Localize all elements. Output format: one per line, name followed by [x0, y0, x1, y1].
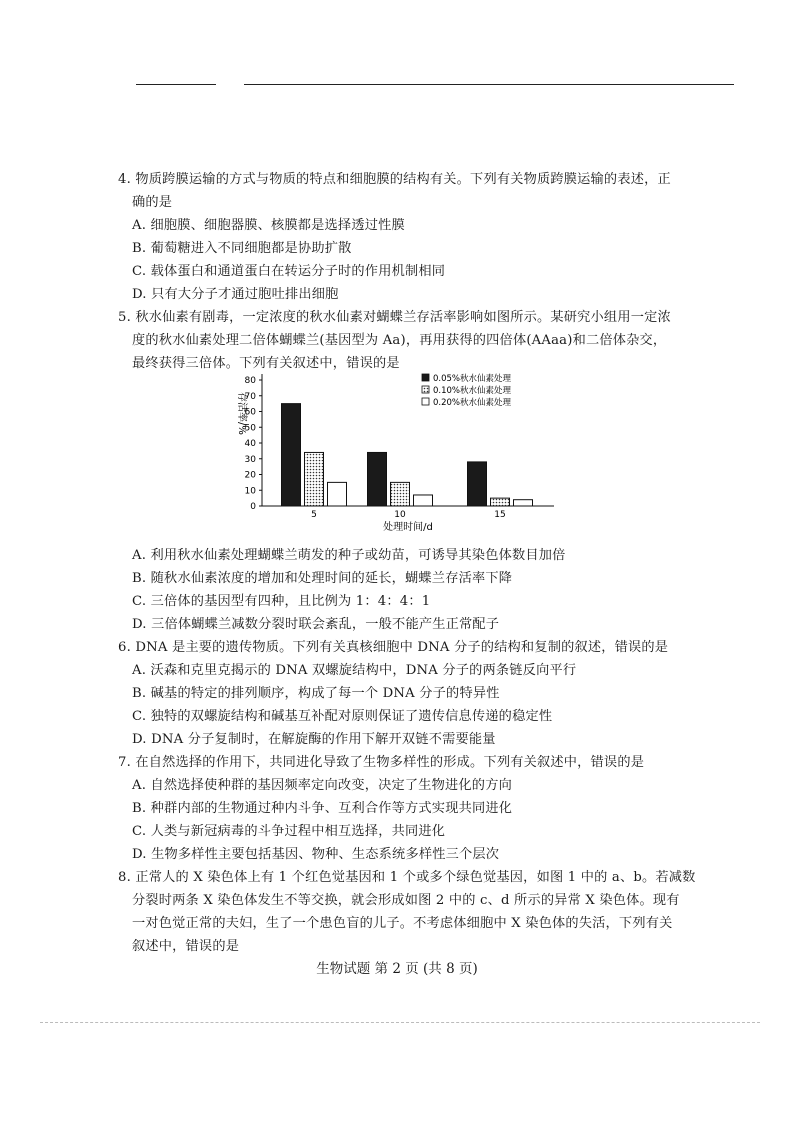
q6-option-a: A. 沃森和克里克揭示的 DNA 双螺旋结构中，DNA 分子的两条链反向平行 [132, 663, 577, 678]
q7-option-d: D. 生物多样性主要包括基因、物种、生态系统多样性三个层次 [132, 847, 500, 862]
header-rule-right [244, 84, 734, 85]
q8-stem-line2: 分裂时两条 X 染色体发生不等交换，就会形成如图 2 中的 c、d 所示的异常 X 染色体。现有 [132, 893, 680, 908]
bottom-divider [40, 1022, 760, 1023]
y-tick-label: 30 [244, 454, 256, 465]
bar-10-series-1 [368, 452, 387, 506]
bar-5-series-3 [328, 482, 347, 506]
page-footer: 生物试题 第 2 页 (共 8 页) [316, 961, 478, 977]
q4-stem-line1: 4. 物质跨膜运输的方式与物质的特点和细胞膜的结构有关。下列有关物质跨膜运输的表述，正 [118, 172, 671, 187]
legend-swatch [422, 398, 429, 405]
bar-10-series-3 [414, 495, 433, 506]
x-tick-label: 10 [394, 510, 406, 520]
x-tick-label: 5 [311, 510, 317, 520]
legend-label: 0.05%秋水仙素处理 [433, 374, 512, 384]
q5-option-b: B. 随秋水仙素浓度的增加和处理时间的延长，蝴蝶兰存活率下降 [132, 571, 513, 586]
legend-label: 0.10%秋水仙素处理 [433, 386, 512, 396]
q4-option-d: D. 只有大分子才通过胞吐排出细胞 [132, 287, 339, 302]
legend-label: 0.20%秋水仙素处理 [433, 398, 512, 408]
q5-stem-line3: 最终获得三倍体。下列有关叙述中，错误的是 [132, 356, 400, 371]
q7-option-b: B. 种群内部的生物通过种内斗争、互利合作等方式实现共同进化 [132, 801, 513, 816]
legend-swatch [422, 374, 429, 381]
q6-stem: 6. DNA 是主要的遗传物质。下列有关真核细胞中 DNA 分子的结构和复制的叙述，错误的是 [118, 640, 669, 655]
bar-15-series-2 [491, 498, 510, 506]
q8-stem-line4: 叙述中，错误的是 [132, 939, 240, 954]
q4-stem-line2: 确的是 [132, 195, 173, 210]
bar-15-series-1 [468, 462, 487, 506]
q5-option-a: A. 利用秋水仙素处理蝴蝶兰萌发的种子或幼苗，可诱导其染色体数目加倍 [132, 548, 566, 563]
q5-stem-line2: 度的秋水仙素处理二倍体蝴蝶兰(基因型为 Aa)，再用获得的四倍体(AAaa)和二倍体杂交， [132, 333, 667, 348]
survival-rate-bar-chart [222, 366, 562, 534]
q5-stem-line1: 5. 秋水仙素有剧毒，一定浓度的秋水仙素对蝴蝶兰存活率影响如图所示。某研究小组用一定浓 [118, 310, 671, 325]
y-tick-label: 80 [244, 376, 256, 386]
q5-option-d: D. 三倍体蝴蝶兰减数分裂时联会紊乱，一般不能产生正常配子 [132, 617, 500, 632]
y-tick-label: 0 [250, 502, 256, 512]
header-rule-left [136, 84, 216, 85]
x-tick-label: 15 [494, 510, 506, 520]
q4-option-b: B. 葡萄糖进入不同细胞都是协助扩散 [132, 241, 352, 256]
x-axis-label: 处理时间/d [383, 522, 433, 533]
q4-option-c: C. 载体蛋白和通道蛋白在转运分子时的作用机制相同 [132, 264, 446, 279]
legend-swatch [422, 386, 429, 393]
q6-option-d: D. DNA 分子复制时，在解旋酶的作用下解开双链不需要能量 [132, 732, 496, 747]
y-tick-label: 50 [244, 423, 256, 434]
y-tick-label: 20 [244, 470, 256, 481]
q8-stem-line3: 一对色觉正常的夫妇，生了一个患色盲的儿子。不考虑体细胞中 X 染色体的失活，下列有关 [132, 916, 673, 931]
y-tick-label: 40 [244, 439, 256, 449]
q6-option-c: C. 独特的双螺旋结构和碱基互补配对原则保证了遗传信息传递的稳定性 [132, 709, 553, 724]
q7-option-c: C. 人类与新冠病毒的斗争过程中相互选择，共同进化 [132, 824, 446, 839]
bar-15-series-3 [514, 500, 533, 506]
y-tick-label: 60 [244, 407, 256, 418]
y-axis-label: 存活率/% [236, 392, 247, 435]
y-tick-label: 10 [244, 486, 256, 497]
q6-option-b: B. 碱基的特定的排列顺序，构成了每一个 DNA 分子的特异性 [132, 686, 500, 701]
q7-stem: 7. 在自然选择的作用下，共同进化导致了生物多样性的形成。下列有关叙述中，错误的是 [118, 755, 645, 770]
bar-5-series-1 [282, 404, 301, 506]
q5-option-c: C. 三倍体的基因型有四种，且比例为 1：4：4：1 [132, 594, 431, 609]
q8-stem-line1: 8. 正常人的 X 染色体上有 1 个红色觉基因和 1 个或多个绿色觉基因，如图 1 中的 a、b。若减数 [118, 870, 696, 885]
bar-10-series-2 [391, 482, 410, 506]
bar-5-series-2 [305, 452, 324, 506]
q7-option-a: A. 自然选择使种群的基因频率定向改变，决定了生物进化的方向 [132, 778, 512, 793]
q4-option-a: A. 细胞膜、细胞器膜、核膜都是选择透过性膜 [132, 218, 405, 233]
chart-legend [422, 373, 512, 408]
y-tick-label: 70 [244, 391, 256, 402]
